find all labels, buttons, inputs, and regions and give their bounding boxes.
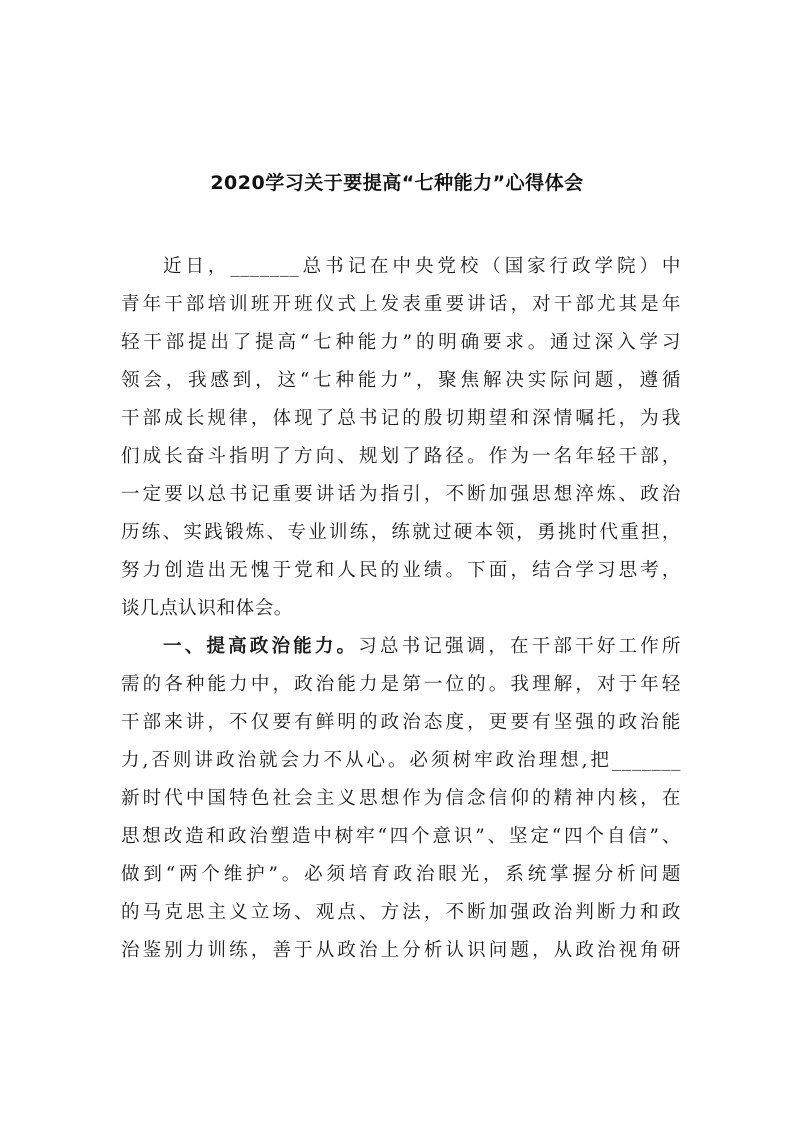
paragraph-1-line-1: 近日，_______总书记在中央党校（国家行政学院）中 bbox=[163, 256, 681, 277]
paragraph-1-line-10: 谈几点认识和体会。 bbox=[121, 598, 293, 619]
paragraph-2-line-1-text: 习总书记强调，在干部干好工作所 bbox=[358, 636, 681, 657]
paragraph-1-line-2: 青年干部培训班开班仪式上发表重要讲话，对干部尤其是年 bbox=[121, 294, 681, 315]
paragraph-2-line-4: 力,否则讲政治就会力不从心。必须树牢政治理想,把_______ bbox=[121, 750, 681, 771]
paragraph-2-line-8: 的马克思主义立场、观点、方法，不断加强政治判断力和政 bbox=[121, 902, 681, 923]
paragraph-2-line-2: 需的各种能力中，政治能力是第一位的。我理解，对于年轻 bbox=[121, 674, 681, 695]
document-body bbox=[121, 248, 681, 970]
paragraph-2-line-9: 治鉴别力训练，善于从政治上分析认识问题，从政治视角研 bbox=[121, 940, 681, 961]
paragraph-1-line-6: 们成长奋斗指明了方向、规划了路径。作为一名年轻干部， bbox=[121, 446, 681, 467]
paragraph-1-line-4: 领会，我感到，这“七种能力”，聚焦解决实际问题，遵循 bbox=[121, 370, 681, 391]
paragraph-1-line-8: 历练、实践锻炼、专业训练，练就过硬本领，勇挑时代重担， bbox=[121, 522, 681, 543]
paragraph-1-line-5: 干部成长规律，体现了总书记的殷切期望和深情嘱托，为我 bbox=[121, 408, 681, 429]
paragraph-1-line-3: 轻干部提出了提高“七种能力”的明确要求。通过深入学习 bbox=[121, 332, 681, 353]
section-heading: 一、提高政治能力。 bbox=[163, 636, 359, 657]
paragraph-2-line-7: 做到“两个维护”。必须培育政治眼光，系统掌握分析问题 bbox=[121, 864, 681, 885]
document-title: 2020学习关于要提高“七种能力”心得体会 bbox=[210, 172, 584, 194]
paragraph-2-line-3: 干部来讲，不仅要有鲜明的政治态度，更要有坚强的政治能 bbox=[121, 712, 681, 733]
paragraph-2-line-1 bbox=[121, 628, 681, 666]
paragraph-2-line-6: 思想改造和政治塑造中树牢“四个意识”、坚定“四个自信”、 bbox=[121, 826, 681, 847]
paragraph-1-line-9: 努力创造出无愧于党和人民的业绩。下面，结合学习思考， bbox=[121, 560, 681, 581]
paragraph-1-line-7: 一定要以总书记重要讲话为指引，不断加强思想淬炼、政治 bbox=[121, 484, 681, 505]
paragraph-2-line-5: 新时代中国特色社会主义思想作为信念信仰的精神内核，在 bbox=[121, 788, 681, 809]
